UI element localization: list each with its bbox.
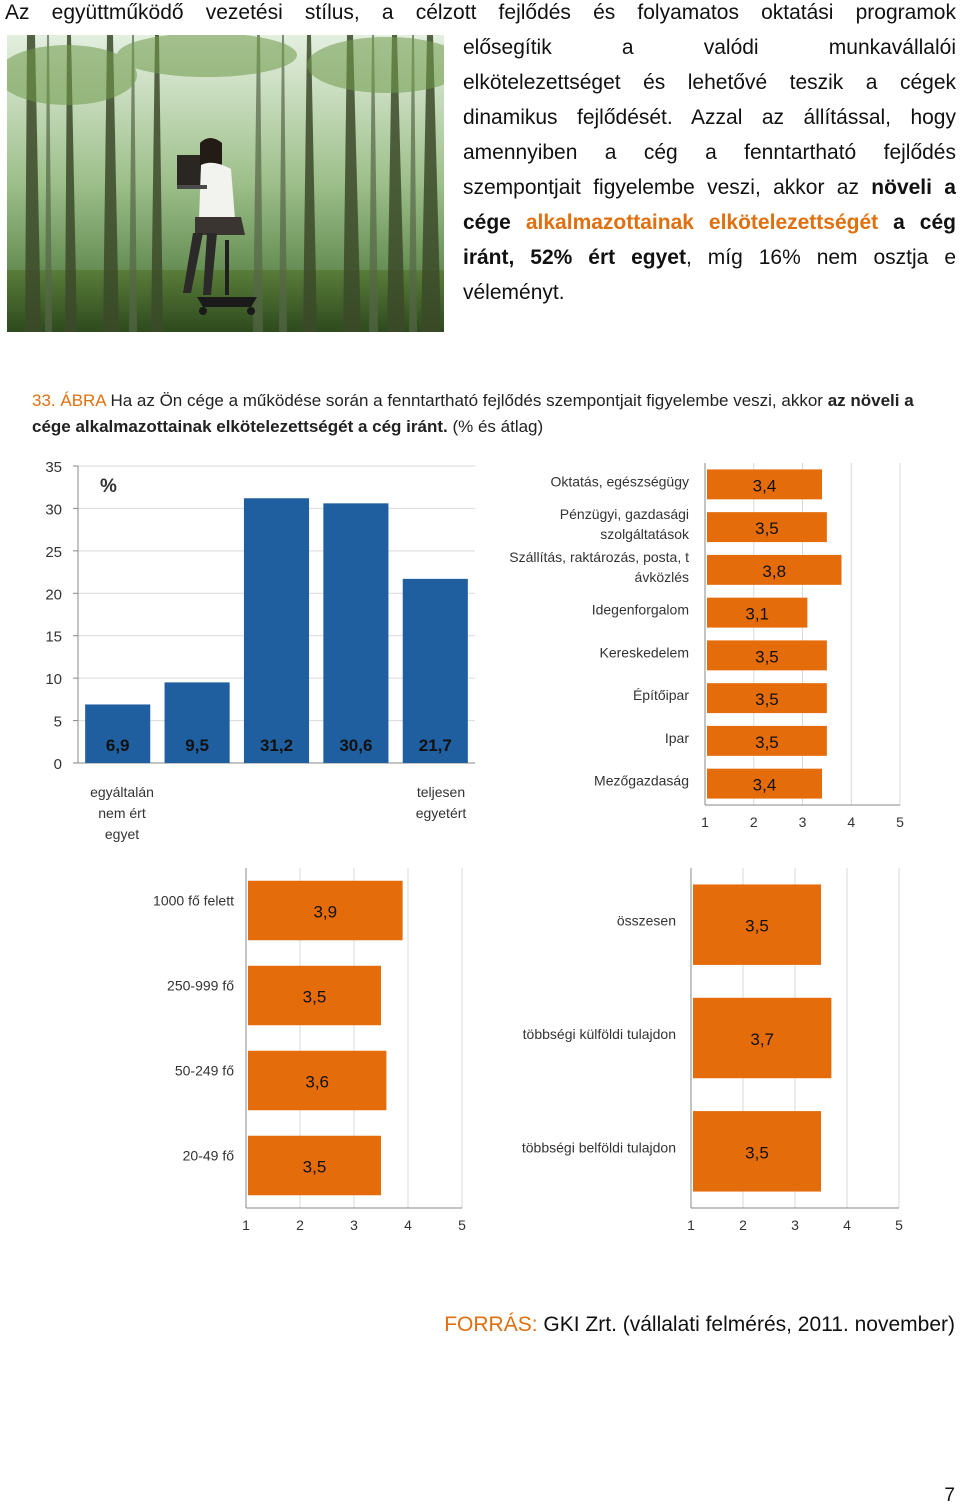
bold-run: iránt, 52% ért egyet (463, 246, 686, 269)
y-category-label: Szállítás, raktározás, posta, t (509, 548, 689, 565)
y-tick-label: 35 (45, 459, 62, 476)
bar-value-label: 3,5 (302, 987, 327, 1007)
y-tick-label: 5 (53, 713, 62, 731)
y-category-label: Építőipar (632, 687, 689, 704)
bar-value-label: 3,6 (305, 1072, 330, 1092)
unit-label: % (100, 476, 117, 497)
x-tick-label: 2 (749, 814, 758, 830)
x-tick-label: 1 (701, 814, 709, 830)
paragraph-line: elkötelezettséget és lehetővé teszik a cégek (463, 71, 956, 94)
x-tick-label: 4 (847, 814, 856, 830)
x-category-label: teljesen (416, 784, 466, 800)
figure-title-unit: (% és átlag) (452, 417, 544, 436)
y-tick-label: 10 (45, 671, 62, 689)
x-category-label: egyáltalán (90, 784, 154, 800)
x-tick-label: 1 (242, 1217, 250, 1233)
paragraph-line: amennyiben a cég a fenntartható fejlődés (463, 141, 956, 164)
y-category-label: Oktatás, egészségügy (550, 473, 689, 490)
y-category-label: Idegenforgalom (591, 601, 689, 618)
bar-value-label: 3,5 (755, 519, 779, 539)
y-category-label: Ipar (664, 729, 689, 746)
bold-run: növeli a (871, 176, 956, 199)
bar-value-label: 3,5 (755, 647, 779, 667)
x-tick-label: 4 (404, 1217, 412, 1233)
paragraph-line: dinamikus fejlődését. Azzal az állítással, hogy (463, 106, 956, 129)
page-number: 7 (944, 1485, 955, 1506)
y-tick-label: 20 (45, 586, 62, 604)
x-category-label: nem ért (98, 805, 146, 821)
figure-number: 33. ÁBRA (32, 391, 106, 410)
x-category-label: egyet (104, 826, 140, 842)
bar-value-label: 3,8 (762, 561, 787, 581)
bar-value-label: 3,1 (745, 604, 770, 624)
y-category-label: 250-999 fő (167, 977, 234, 994)
bar-value-label: 3,5 (755, 732, 779, 752)
y-tick-label: 15 (45, 628, 62, 646)
paragraph-line: véleményt. (463, 281, 565, 304)
y-category-label: összesen (616, 912, 676, 929)
y-category-label: többségi külföldi tulajdon (522, 1026, 676, 1042)
x-tick-label: 4 (843, 1217, 851, 1233)
y-category-label: 1000 fő felett (153, 892, 234, 909)
bar (244, 498, 309, 763)
x-tick-label: 3 (350, 1217, 358, 1233)
bar-value-label: 3,4 (752, 476, 777, 496)
x-tick-label: 2 (739, 1217, 747, 1233)
bar-value-label: 6,9 (105, 736, 130, 755)
highlight-run: alkalmazottainak elkötelezettségét (525, 211, 879, 234)
figure-title-text: Ha az Ön cége a működése során a fenntartható fejlődés szempontjait figyelembe veszi, akkor (110, 391, 823, 410)
x-tick-label: 5 (895, 1217, 903, 1233)
y-category-label: Pénzügyi, gazdasági (559, 506, 689, 523)
bar-value-label: 3,5 (302, 1157, 327, 1177)
bar-value-label: 3,9 (313, 902, 338, 922)
bar-value-label: 9,5 (185, 736, 209, 755)
bar (323, 503, 388, 763)
x-tick-label: 3 (798, 814, 807, 830)
y-category-label: szolgáltatások (600, 526, 689, 543)
y-category-label: ávközlés (634, 568, 689, 585)
y-category-label: Kereskedelem (599, 644, 689, 661)
x-category-label: egyetért (415, 805, 467, 821)
bar-value-label: 30,6 (339, 736, 373, 755)
y-tick-label: 30 (45, 501, 62, 519)
x-tick-label: 3 (791, 1217, 799, 1233)
bar-value-label: 3,7 (750, 1030, 775, 1049)
x-tick-label: 5 (458, 1217, 466, 1233)
bar-value-label: 3,4 (752, 775, 777, 795)
bar-value-label: 3,5 (745, 1143, 769, 1163)
bold-run: cége (463, 211, 511, 234)
bar-value-label: 3,5 (745, 916, 769, 936)
x-tick-label: 5 (896, 814, 904, 830)
y-category-label: Mezőgazdaság (594, 772, 689, 789)
source-note (444, 1313, 955, 1337)
bar-value-label: 3,5 (755, 690, 779, 710)
bar-value-label: 21,7 (418, 736, 452, 755)
intro-line: Az együttműködő vezetési stílus, a célzott fejlődés és folyamatos oktatási programok (5, 1, 956, 24)
y-category-label: 50-249 fő (174, 1062, 234, 1079)
paragraph-line: elősegítik a valódi munkavállalói (463, 36, 956, 59)
y-tick-label: 0 (53, 756, 62, 773)
y-tick-label: 25 (45, 543, 62, 561)
text-run: szempontjait figyelembe veszi, akkor az (463, 176, 859, 199)
text-run: , míg 16% nem osztja e (685, 246, 956, 269)
bar-value-label: 31,2 (259, 736, 294, 755)
x-tick-label: 1 (687, 1217, 695, 1233)
y-category-label: többségi belföldi tulajdon (521, 1139, 676, 1156)
y-category-label: 20-49 fő (182, 1147, 234, 1164)
x-tick-label: 2 (296, 1217, 304, 1233)
bold-run: a cég (893, 211, 956, 234)
source-text: GKI Zrt. (vállalati felmérés, 2011. november) (543, 1313, 955, 1336)
figure-title-bold: az növeli a cége alkalmazottainak elkötelezettségét a cég iránt. (32, 391, 914, 436)
source-label: FORRÁS: (444, 1313, 538, 1336)
